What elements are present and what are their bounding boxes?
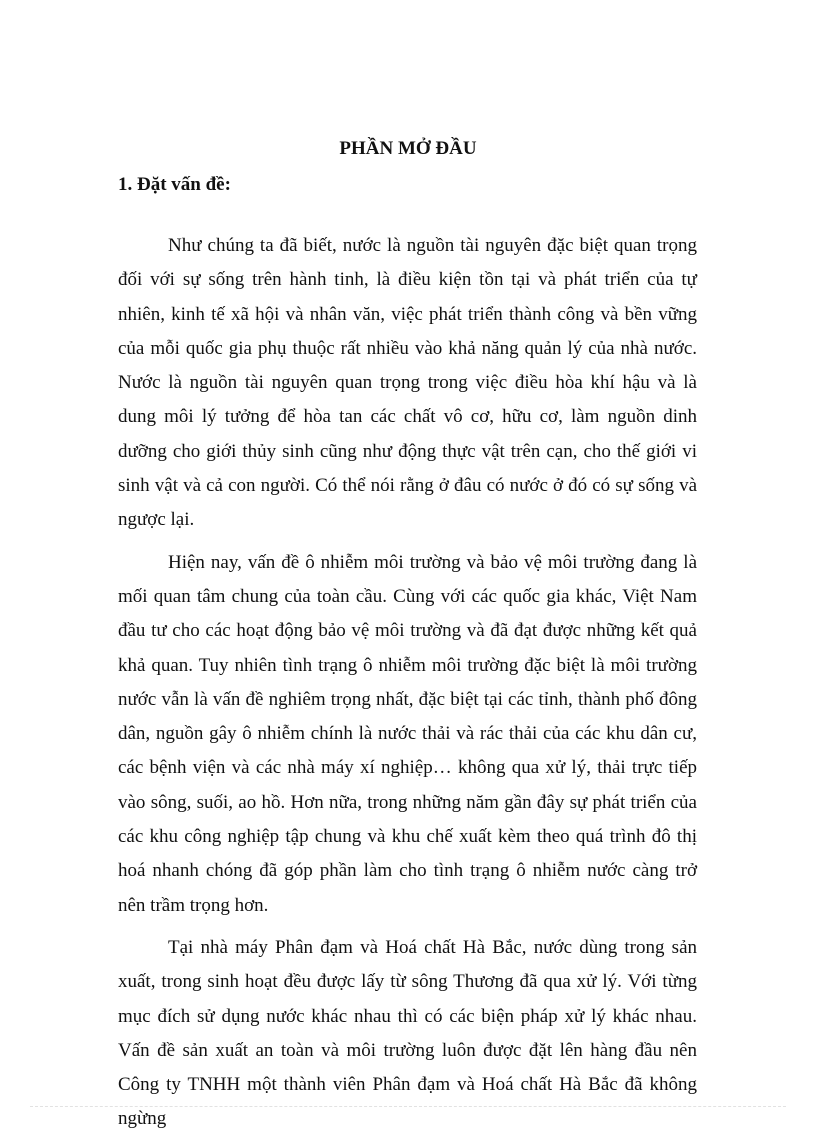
paragraph-1: Như chúng ta đã biết, nước là nguồn tài nguyên đặc biệt quan trọng đối với sự sống trên hành tinh, là điều kiện tồn tại và phát triển của tự nhiên, kinh tế xã hội và nhân văn, việc phát triển thành công và bền vững của mỗi quốc gia phụ thuộc rất nhiều vào khả năng quản lý của nhà nước. Nước là nguồn tài nguyên quan trọng trong việc điều hòa khí hậu và là dung môi lý tưởng để hòa tan các chất vô cơ, hữu cơ, làm nguồn dinh dưỡng cho giới thủy sinh cũng như động thực vật trên cạn, cho thế giới vi sinh vật và cả con người. Có thể nói rằng ở đâu có nước ở đó có sự sống và ngược lại. bbox=[118, 235, 697, 531]
section-heading: 1. Đặt vấn đề: bbox=[118, 174, 231, 195]
page-title: PHẦN MỞ ĐẦU bbox=[339, 138, 477, 159]
paragraph-3: Tại nhà máy Phân đạm và Hoá chất Hà Bắc, nước dùng trong sản xuất, trong sinh hoạt đều được lấy từ sông Thương đã qua xử lý. Với từng mục đích sử dụng nước khác nhau thì có các biện pháp xử lý khác nhau. Vấn đề sản xuất an toàn và môi trường luôn được đặt lên hàng đầu nên Công ty TNHH một thành viên Phân đạm và Hoá chất Hà Bắc đã không ngừng bbox=[118, 936, 697, 1130]
body-text bbox=[118, 229, 697, 1137]
page-bottom-divider bbox=[30, 1106, 786, 1107]
paragraph-2: Hiện nay, vấn đề ô nhiễm môi trường và bảo vệ môi trường đang là mối quan tâm chung của toàn cầu. Cùng với các quốc gia khác, Việt Nam đầu tư cho các hoạt động bảo vệ môi trường và đã đạt được những kết quả khả quan. Tuy nhiên tình trạng ô nhiễm môi trường đặc biệt là môi trường nước vẫn là vấn đề nghiêm trọng nhất, đặc biệt tại các tỉnh, thành phố đông dân, nguồn gây ô nhiễm chính là nước thải và rác thải của các khu dân cư, các bệnh viện và các nhà máy xí nghiệp… không qua xử lý, thải trực tiếp vào sông, suối, ao hồ. Hơn nữa, trong những năm gần đây sự phát triển của các khu công nghiệp tập chung và khu chế xuất kèm theo quá trình đô thị hoá nhanh chóng đã góp phần làm cho tình trạng ô nhiễm nước càng trở nên trầm trọng hơn. bbox=[118, 551, 697, 916]
